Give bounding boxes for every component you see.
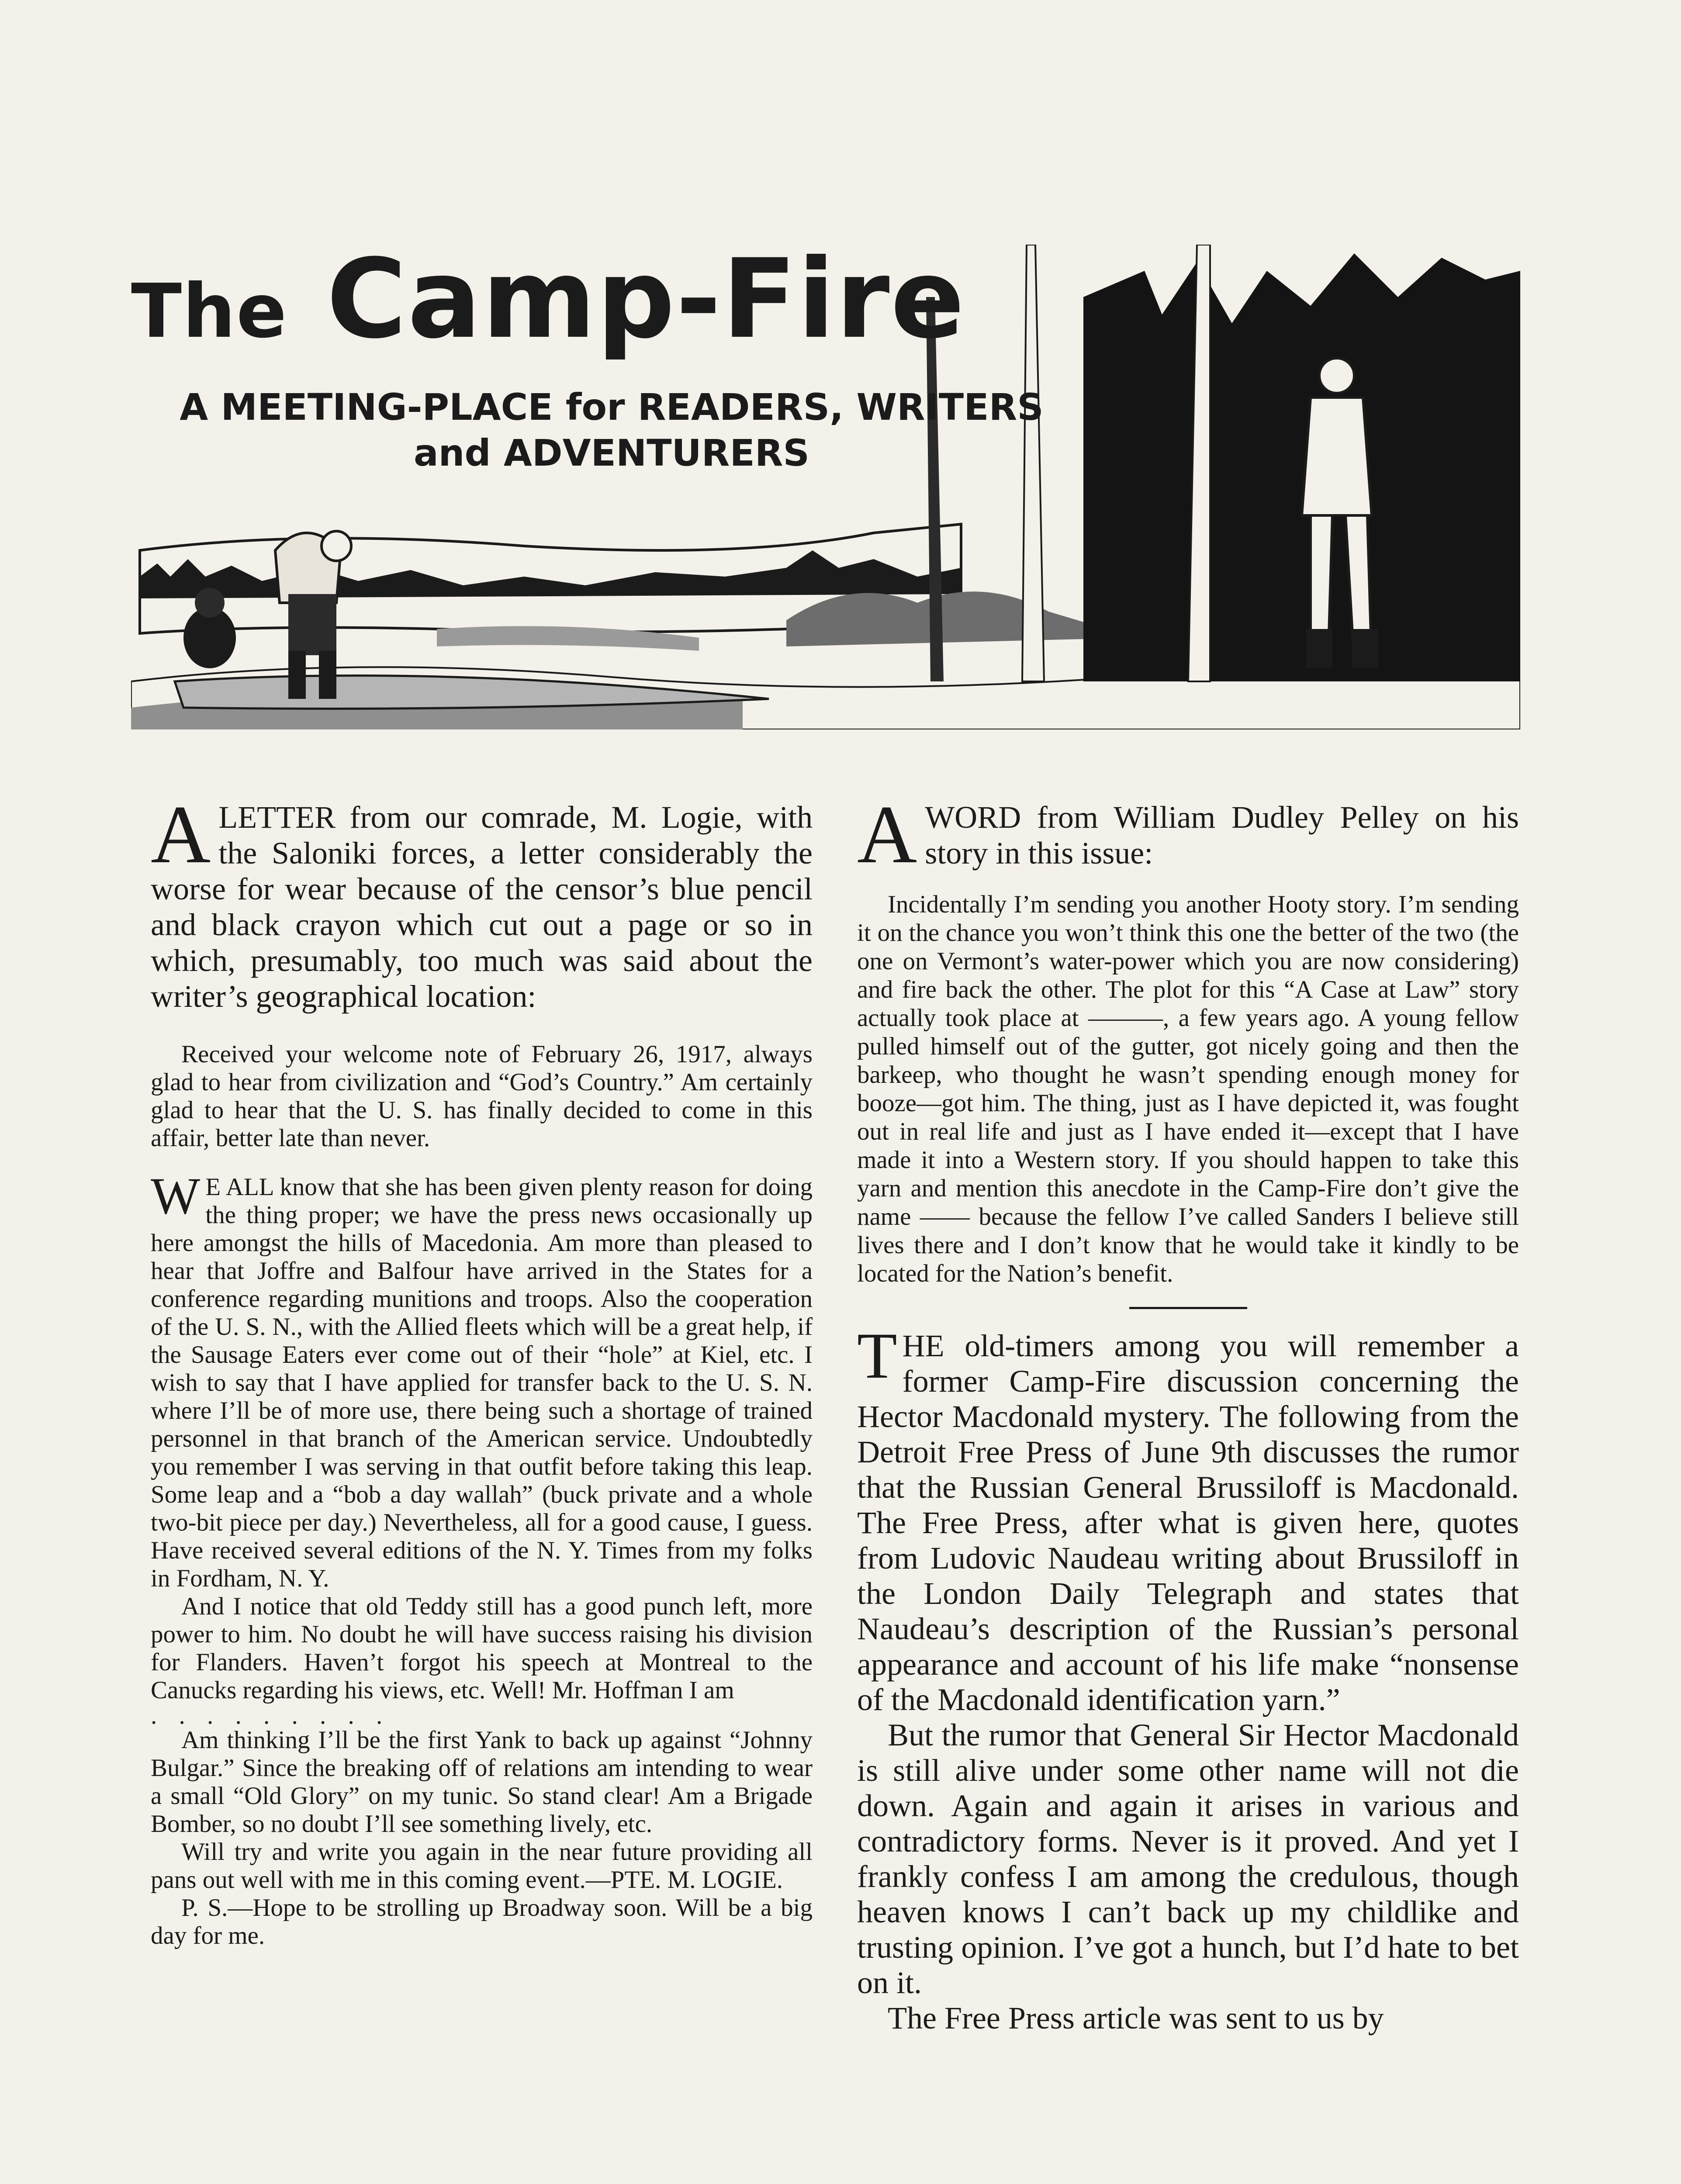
letter-paragraph-2-dropcap: W: [151, 1167, 201, 1225]
page-title-the: The: [131, 268, 288, 355]
page-subtitle-line2: and ADVENTURERS: [413, 432, 810, 474]
letter-paragraph-1: Received your welcome note of February 26, 1917, always glad to hear from civilization and “God’s Country.” Am certainly glad to hear that the U. S. has finally decided to come in this affair, better late than never.: [151, 1040, 813, 1152]
letter-paragraph-2: [151, 1167, 813, 1593]
right-intro-text: WORD from William Dudley Pelley on his story in this issue:: [925, 800, 1519, 871]
right-intro-paragraph: [857, 789, 1519, 881]
logie-letter: [151, 1040, 813, 1950]
pelley-quote-text: Incidentally I’m sending you another Hooty story. I’m sending it on the chance you won’t think this one the better of the two (the one on Vermont’s water-power which you are now considering) and fire back the other. The plot for this “A Case at Law” story actually took place at ———, a few years ago. A young fellow pulled himself out of the gutter, got nicely going and then the barkeep, who thought he wasn’t spending enough money for booze—got him. The thing, just as I have depicted it, was fought out in real life and just as I have ended it—except that I have made it into a Western story. If you should happen to take this yarn and mention this anecdote in the Camp-Fire don’t give the name —— because the fellow I’ve called Sanders I believe still lives there and I don’t know that he would take it kindly to be located for the Nation’s benefit.: [857, 891, 1519, 1287]
left-column: [151, 789, 813, 1950]
page-title-main: Camp-Fire: [326, 235, 966, 363]
left-intro-dropcap: A: [151, 789, 211, 881]
macdonald-dropcap: T: [857, 1320, 897, 1392]
page-subtitle: [131, 384, 1092, 476]
page-subtitle-line1: A MEETING-PLACE for READERS, WRITERS: [180, 386, 1044, 429]
section-divider: [1129, 1307, 1247, 1309]
letter-paragraph-3: And I notice that old Teddy still has a good punch left, more power to him. No doubt he will have success raising his division for Flanders. Haven’t forgot his speech at Montreal to the Canucks regarding his views, etc. Well! Mr. Hoffman I am: [151, 1593, 813, 1704]
page-title: [131, 235, 966, 363]
letter-paragraph-6: P. S.—Hope to be strolling up Broadway soon. Will be a big day for me.: [151, 1894, 813, 1949]
macdonald-paragraph-1-text: HE old-timers among you will remember a former Camp-Fire discussion concerning the Hector Macdonald mystery. The following from the Detroit Free Press of June 9th discusses the rumor that the Russian General Brussiloff is Macdonald. The Free Press, after what is given here, quotes from Ludovic Naudeau writing about Brussiloff in the London Daily Telegraph and states that Naudeau’s description of the Russian’s personal appearance and account of his life make “nonsense of the Macdonald identification yarn.”: [857, 1328, 1519, 1717]
left-intro-text: LETTER from our comrade, M. Logie, with the Saloniki forces, a letter considerably the worse for wear because of the censor’s blue pencil and black crayon which cut out a page or so in which, presumably, too much was said about the writer’s geographical location:: [151, 800, 813, 1014]
left-intro-paragraph: [151, 789, 813, 1014]
right-intro-dropcap: A: [857, 789, 917, 881]
macdonald-paragraph-1: [857, 1320, 1519, 1717]
macdonald-paragraph-2: But the rumor that General Sir Hector Macdonald is still alive under some other name will not die down. Again and again it arises in various and contradictory forms. Never is it proved. And yet I frankly confess I am among the credulous, though heaven knows I can’t back up my childlike and trusting opinion. I’ve got a hunch, but I’d hate to bet on it.: [857, 1717, 1519, 2000]
letter-paragraph-2-text: E ALL know that she has been given plenty reason for doing the thing proper; we have the press news occasionally up here amongst the hills of Macedonia. Am more than pleased to hear that Joffre and Balfour have arrived in the States for a conference regarding munitions and troops. Also the cooperation of the U. S. N., with the Allied fleets which will be a great help, if the Sausage Eaters ever come out of their “hole” at Kiel, etc. I wish to say that I have applied for transfer back to the U. S. N. where I’ll be of more use, there being such a shortage of trained personnel in that branch of the American service. Undoubtedly you remember I was serving in that outfit before taking this leap. Some leap and a “bob a day wallah” (buck private and a whole two-bit piece per day.) Nevertheless, all for a good cause, I guess. Have received several editions of the N. Y. Times from my folks in Fordham, N. Y.: [151, 1173, 813, 1592]
letter-ellipsis: . . . . . . . . .: [151, 1702, 391, 1729]
right-column: [857, 789, 1519, 2036]
letter-paragraph-5: Will try and write you again in the near future providing all pans out well with me in this coming event.—PTE. M. LOGIE.: [151, 1838, 813, 1894]
macdonald-paragraph-3: The Free Press article was sent to us by: [888, 2001, 1384, 2035]
pelley-quote: [857, 890, 1519, 1288]
letter-paragraph-4: Am thinking I’ll be the first Yank to back up against “Johnny Bulgar.” Since the breaking off of relations am intending to wear a small “Old Glory” on my tunic. So stand clear! Am a Brigade Bomber, so no doubt I’ll see something lively, etc.: [151, 1726, 813, 1838]
